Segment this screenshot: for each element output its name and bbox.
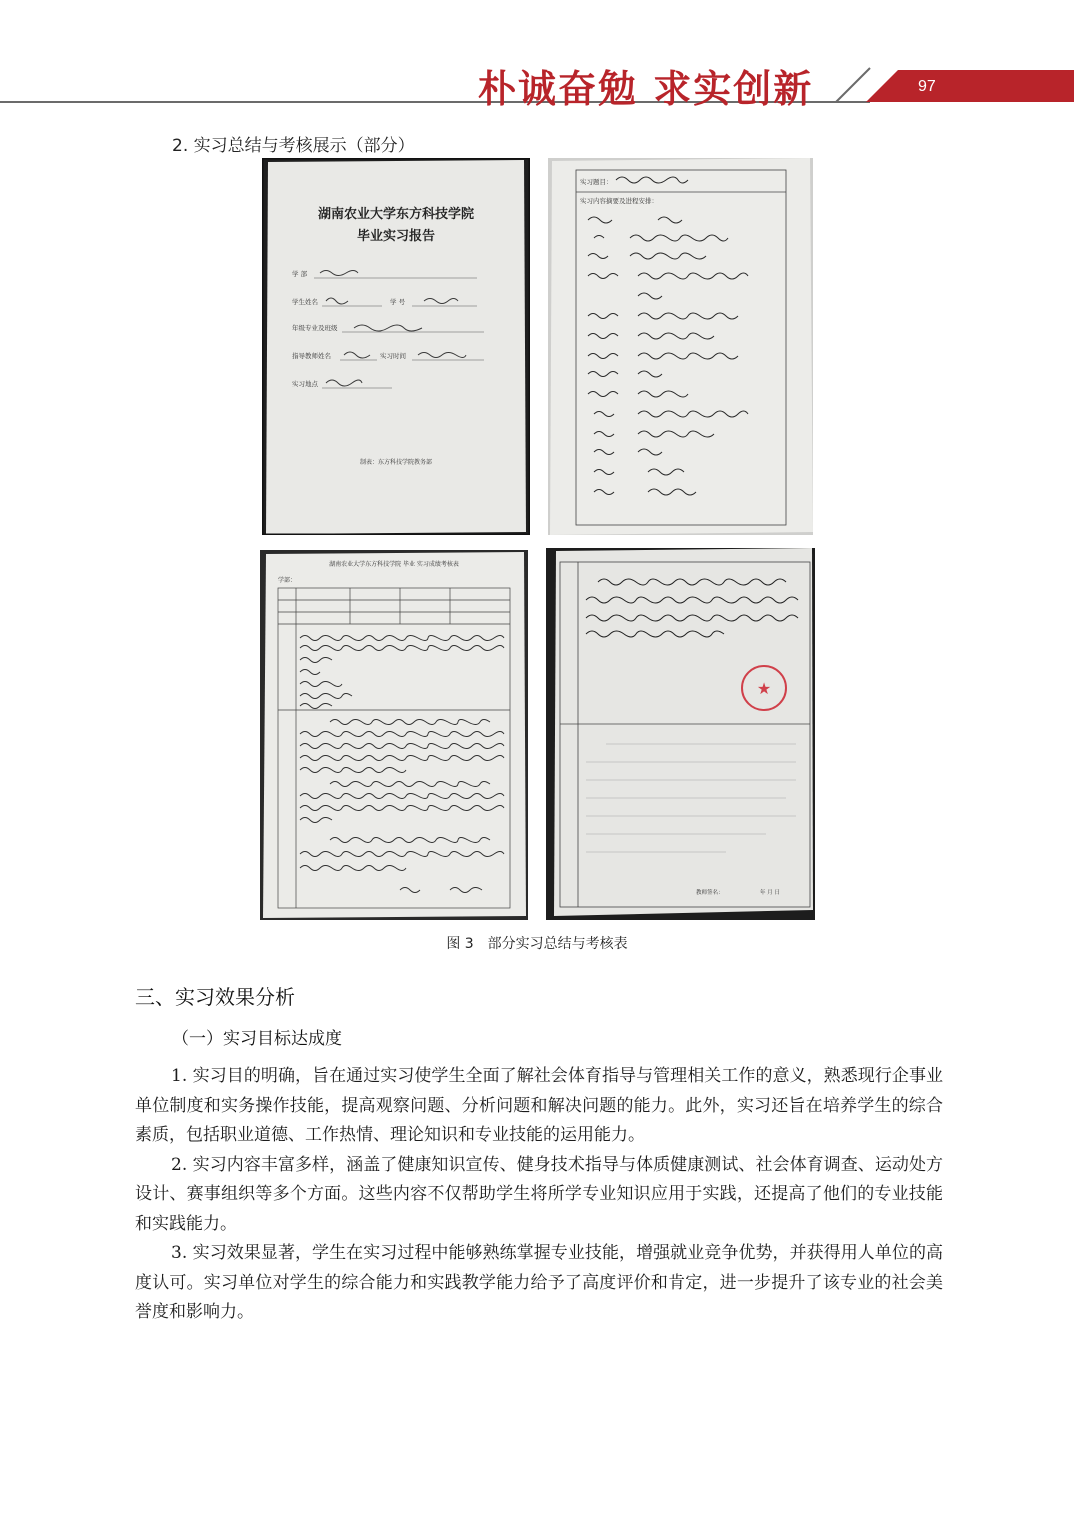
page-header [0, 0, 1074, 110]
section-heading: 三、实习效果分析 [135, 985, 295, 1009]
photo-evaluation-form [546, 548, 815, 920]
cover-field-location: 实习地点 [292, 380, 318, 388]
cover-title-line2: 毕业实习报告 [356, 229, 436, 244]
paragraph-3: 3. 实习效果显著，学生在实习过程中能够熟练掌握专业技能，增强就业竞争优势，并获得用人单位的高度认可。实习单位对学生的综合能力和实践教学能力给予了高度评价和肯定，进一步提升了该专业的社会美誉度和影响力。 [135, 1243, 943, 1322]
svg-text:★: ★ [756, 679, 772, 698]
page-number: 97 [918, 78, 936, 95]
body-text [135, 1062, 943, 1328]
header-ribbon [830, 62, 1074, 104]
paragraph-1: 1. 实习目的明确，旨在通过实习使学生全面了解社会体育指导与管理相关工作的意义，熟悉现行企事业单位制度和实务操作技能，提高观察问题、分析问题和解决问题的能力。此外，实习还旨在培养学生的综合素质，包括职业道德、工作热情、理论知识和专业技能的运用能力。 [135, 1066, 943, 1145]
cover-title-line1: 湖南农业大学东方科技学院 [317, 207, 475, 222]
photo-report-cover [262, 158, 530, 535]
header-slogan: 朴诚奋勉 求实创新 [478, 66, 814, 111]
cover-field-advisor: 指导教师姓名 [292, 352, 331, 360]
paragraph-2: 2. 实习内容丰富多样，涵盖了健康知识宣传、健身技术指导与体质健康测试、社会体育调查、运动处方设计、赛事组织等多个方面。这些内容不仅帮助学生将所学专业知识应用于实践，还提高了他们的专业技能和实践能力。 [135, 1154, 943, 1234]
assessment-title: 湖南农业大学东方科技学院 毕业 实习成绩考核表 [329, 561, 459, 568]
cover-field-major-class: 年级专业及班级 [292, 324, 338, 332]
plan-topic-label: 实习题目： [580, 178, 613, 186]
photo-internship-plan [548, 158, 813, 535]
cover-field-student-name: 学生姓名 [292, 298, 318, 306]
section-caption: 2. 实习总结与考核展示（部分） [172, 136, 415, 156]
subsection-heading: （一）实习目标达成度 [172, 1029, 342, 1049]
evaluation-date-label: 年 月 日 [760, 890, 780, 896]
cover-field-student-id: 学 号 [390, 298, 406, 306]
assessment-department-label: 学部： [278, 577, 297, 584]
cover-footer: 制表：东方科技学院教务部 [359, 459, 433, 466]
cover-field-period: 实习时间 [380, 352, 406, 360]
plan-content-label: 实习内容摘要及进程安排： [580, 197, 658, 205]
cover-field-department: 学 部 [292, 270, 308, 278]
evaluation-signature-label: 教师签名： [696, 890, 724, 896]
photo-assessment-form [260, 550, 528, 920]
figure-caption: 图 3 部分实习总结与考核表 [446, 936, 628, 952]
